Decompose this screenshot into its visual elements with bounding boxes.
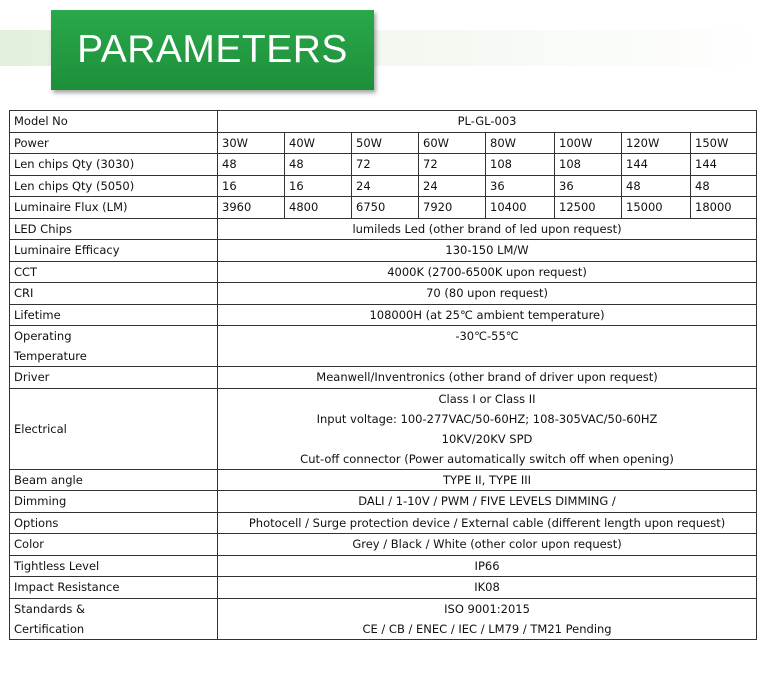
row-label: [10, 598, 218, 639]
table-row: [10, 555, 757, 577]
flux-cell: 3960: [218, 197, 285, 219]
chips3030-cell: 108: [555, 154, 622, 176]
row-label: Luminaire Efficacy: [10, 240, 218, 262]
row-label: Impact Resistance: [10, 577, 218, 599]
dimming-value: DALI / 1-10V / PWM / FIVE LEVELS DIMMING /: [218, 491, 757, 513]
table-row: [10, 469, 757, 491]
chips5050-cell: 48: [691, 175, 757, 197]
table-row: [10, 512, 757, 534]
chips3030-cell: 144: [691, 154, 757, 176]
table-row: [10, 197, 757, 219]
table-row: [10, 132, 757, 154]
standards-label-line: Certification: [14, 621, 85, 636]
row-label: Power: [10, 132, 218, 154]
table-row: [10, 240, 757, 262]
row-label: CCT: [10, 261, 218, 283]
chips5050-cell: 16: [218, 175, 285, 197]
flux-cell: 10400: [486, 197, 555, 219]
standards-line: CE / CB / ENEC / IEC / LM79 / TM21 Pending: [362, 621, 612, 636]
row-label: Tightless Level: [10, 555, 218, 577]
cct-value: 4000K (2700-6500K upon request): [218, 261, 757, 283]
chips5050-cell: 16: [285, 175, 352, 197]
tightless-value: IP66: [218, 555, 757, 577]
standards-label-line: Standards &: [14, 601, 85, 616]
power-cell: 40W: [285, 132, 352, 154]
parameters-table: [9, 110, 757, 640]
chips3030-cell: 72: [419, 154, 486, 176]
flux-cell: 7920: [419, 197, 486, 219]
flux-cell: 4800: [285, 197, 352, 219]
led-chips-value: lumileds Led (other brand of led upon request): [218, 218, 757, 240]
power-cell: 50W: [352, 132, 419, 154]
standards-line: ISO 9001:2015: [444, 601, 530, 616]
row-label: [10, 326, 218, 367]
power-cell: 120W: [622, 132, 691, 154]
table-row: [10, 154, 757, 176]
power-cell: 150W: [691, 132, 757, 154]
chips5050-cell: 24: [419, 175, 486, 197]
flux-cell: 12500: [555, 197, 622, 219]
row-label: Model No: [10, 111, 218, 133]
table-row: [10, 111, 757, 133]
chips5050-cell: 24: [352, 175, 419, 197]
model-value: PL-GL-003: [218, 111, 757, 133]
electrical-line: Input voltage: 100-277VAC/50-60HZ; 108-305VAC/50-60HZ: [316, 411, 658, 426]
table-row: [10, 367, 757, 389]
electrical-line: Class I or Class II: [438, 391, 536, 406]
table-row: [10, 261, 757, 283]
row-label: LED Chips: [10, 218, 218, 240]
chips3030-cell: 72: [352, 154, 419, 176]
table-row: [10, 491, 757, 513]
operating-label-line: Temperature: [14, 349, 87, 363]
row-label: Luminaire Flux (LM): [10, 197, 218, 219]
electrical-value: [218, 388, 757, 469]
row-label: Len chips Qty (5050): [10, 175, 218, 197]
cri-value: 70 (80 upon request): [218, 283, 757, 305]
chips3030-cell: 144: [622, 154, 691, 176]
impact-value: IK08: [218, 577, 757, 599]
page-title: PARAMETERS: [77, 28, 348, 71]
table-row: [10, 534, 757, 556]
flux-cell: 18000: [691, 197, 757, 219]
power-cell: 60W: [419, 132, 486, 154]
beam-value: TYPE II, TYPE III: [218, 469, 757, 491]
row-label: Len chips Qty (3030): [10, 154, 218, 176]
table-row: [10, 326, 757, 367]
row-label: Color: [10, 534, 218, 556]
row-label: Lifetime: [10, 304, 218, 326]
parameters-badge: [51, 10, 374, 90]
power-cell: 80W: [486, 132, 555, 154]
chips3030-cell: 48: [285, 154, 352, 176]
operating-value: -30℃-55℃: [218, 326, 757, 367]
driver-value: Meanwell/Inventronics (other brand of driver upon request): [218, 367, 757, 389]
table-row: [10, 388, 757, 469]
power-cell: 30W: [218, 132, 285, 154]
chips5050-cell: 48: [622, 175, 691, 197]
standards-value: [218, 598, 757, 639]
flux-cell: 15000: [622, 197, 691, 219]
table-row: [10, 218, 757, 240]
table-row: [10, 283, 757, 305]
row-label: Options: [10, 512, 218, 534]
row-label: Driver: [10, 367, 218, 389]
row-label: Electrical: [10, 388, 218, 469]
table-row: [10, 598, 757, 639]
lifetime-value: 108000H (at 25℃ ambient temperature): [218, 304, 757, 326]
options-value: Photocell / Surge protection device / External cable (different length upon request): [218, 512, 757, 534]
chips5050-cell: 36: [555, 175, 622, 197]
row-label: CRI: [10, 283, 218, 305]
electrical-line: Cut-off connector (Power automatically switch off when opening): [300, 451, 674, 466]
table-row: [10, 304, 757, 326]
table-row: [10, 577, 757, 599]
color-value: Grey / Black / White (other color upon request): [218, 534, 757, 556]
table-row: [10, 175, 757, 197]
electrical-line: 10KV/20KV SPD: [441, 431, 533, 446]
power-cell: 100W: [555, 132, 622, 154]
row-label: Beam angle: [10, 469, 218, 491]
efficacy-value: 130-150 LM/W: [218, 240, 757, 262]
operating-label-line: Operating: [14, 329, 72, 343]
row-label: Dimming: [10, 491, 218, 513]
chips5050-cell: 36: [486, 175, 555, 197]
chips3030-cell: 48: [218, 154, 285, 176]
chips3030-cell: 108: [486, 154, 555, 176]
flux-cell: 6750: [352, 197, 419, 219]
